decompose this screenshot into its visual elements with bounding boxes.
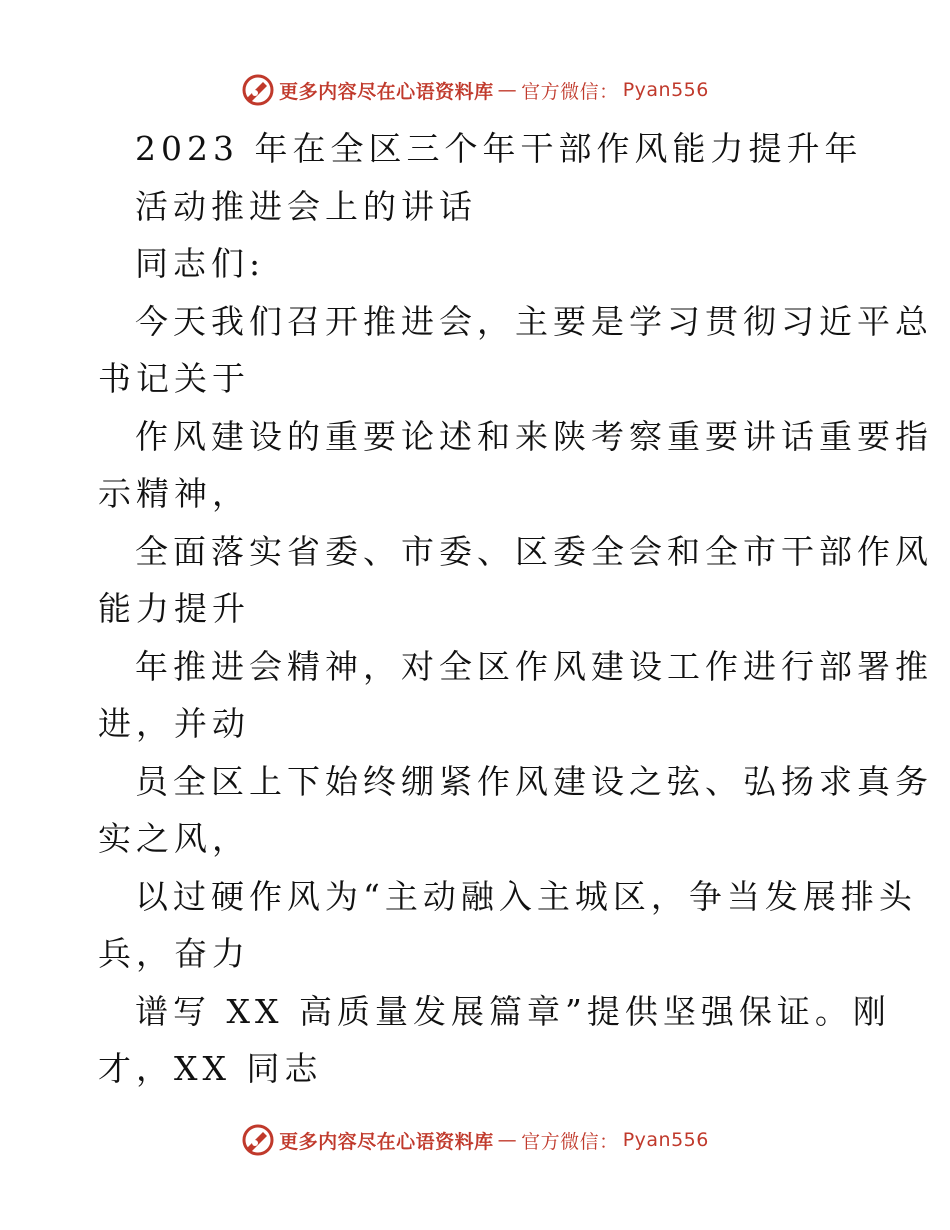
paragraph-line: 进，并动 — [98, 704, 250, 743]
pen-logo-icon — [241, 73, 275, 107]
paragraph-line: 示精神， — [98, 474, 250, 513]
watermark-id: Pyan556 — [622, 1129, 709, 1151]
paragraph-line: 兵，奋力 — [98, 934, 250, 973]
paragraph-line: 能力提升 — [98, 589, 250, 628]
paragraph-line: 员全区上下始终绷紧作风建设之弦、弘扬求真务 — [135, 761, 933, 801]
watermark-header — [0, 70, 950, 110]
title-line-2: 活动推进会上的讲话 — [135, 186, 477, 226]
document-body — [98, 120, 933, 1098]
pen-logo-icon — [241, 1123, 275, 1157]
paragraph-line: 全面落实省委、市委、区委全会和全市干部作风 — [135, 531, 933, 571]
watermark-dash: — — [497, 1129, 518, 1151]
paragraph-line: 谱写 XX 高质量发展篇章”提供坚强保证。刚 — [135, 991, 891, 1031]
paragraph-line: 以过硬作风为“主动融入主城区，争当发展排头 — [135, 876, 917, 916]
watermark-site: 更多内容尽在心语资料库 — [279, 1130, 494, 1153]
title-line-1: 2023 年在全区三个年干部作风能力提升年 — [135, 129, 863, 168]
watermark-dash: — — [497, 79, 518, 101]
paragraph-line: 今天我们召开推进会，主要是学习贯彻习近平总 — [135, 301, 933, 341]
watermark-footer — [0, 1120, 950, 1160]
paragraph-line: 实之风， — [98, 819, 250, 858]
watermark-id: Pyan556 — [622, 79, 709, 101]
paragraph-line: 才，XX 同志 — [98, 1049, 323, 1088]
paragraph-line: 书记关于 — [98, 359, 250, 398]
watermark-label: 官方微信： — [521, 1130, 619, 1153]
watermark-site: 更多内容尽在心语资料库 — [279, 80, 494, 103]
paragraph-line: 年推进会精神，对全区作风建设工作进行部署推 — [135, 646, 933, 686]
salutation: 同志们: — [135, 244, 266, 283]
watermark-label: 官方微信： — [521, 80, 619, 103]
paragraph-line: 作风建设的重要论述和来陕考察重要讲话重要指 — [135, 416, 933, 456]
